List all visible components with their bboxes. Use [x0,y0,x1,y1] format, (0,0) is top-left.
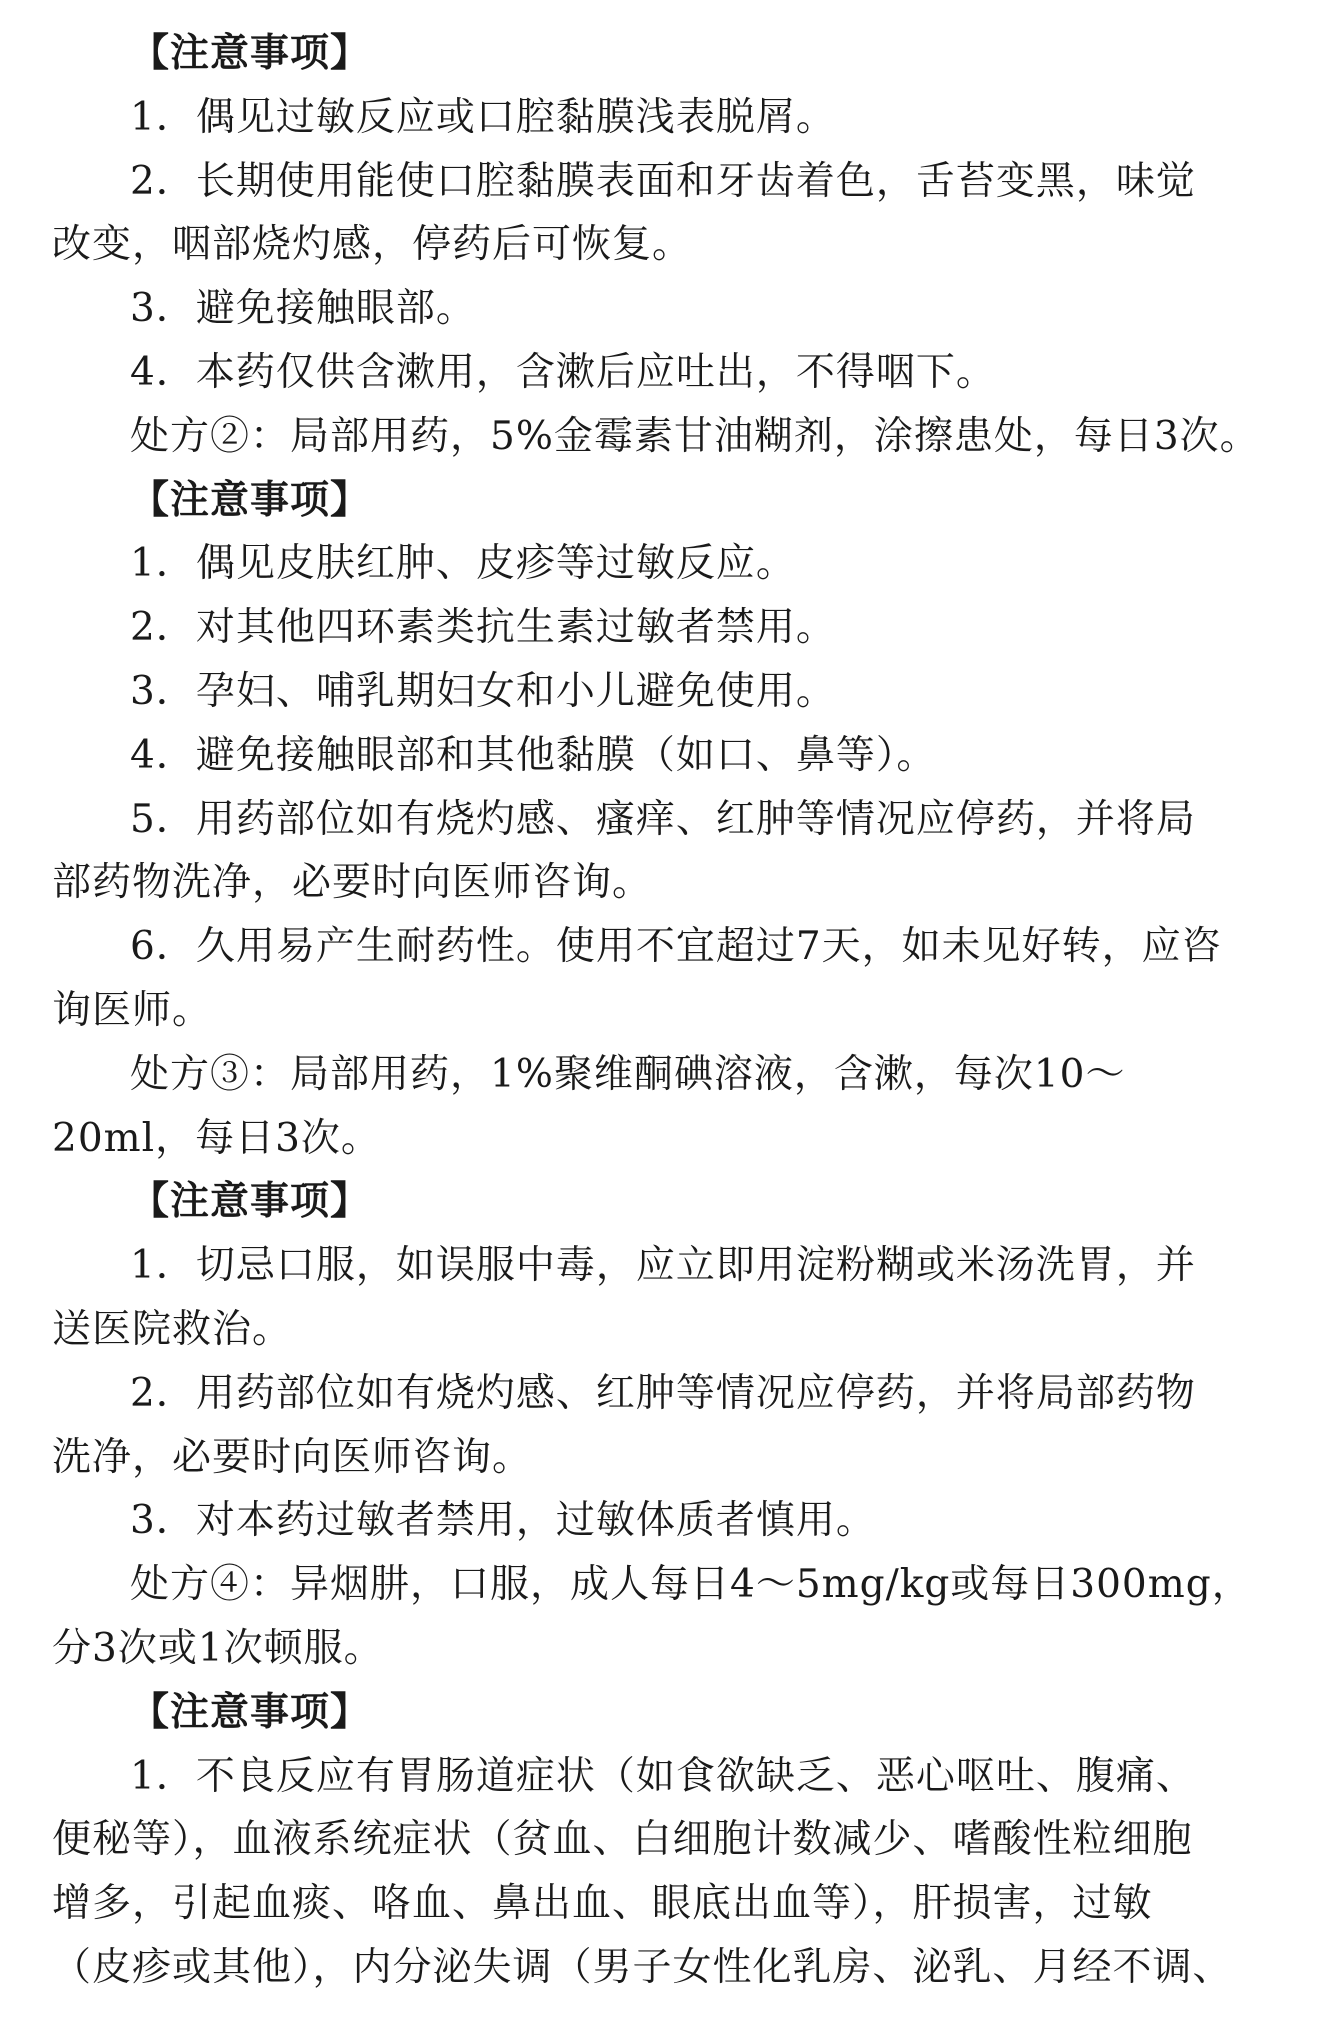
section-heading: 【注意事项】 [130,31,371,76]
prescription-line: 处方②：局部用药，5%金霉素甘油糊剂，涂擦患处，每日3次。 [130,413,1260,459]
paragraph-line: 洗净，必要时向医师咨询。 [52,1434,533,1480]
paragraph-line: 便秘等），血液系统症状（贫血、白细胞计数减少、嗜酸性粒细胞 [52,1817,1193,1863]
paragraph-line: 3．避免接触眼部。 [130,286,476,332]
paragraph-line: 20ml，每日3次。 [52,1115,381,1161]
paragraph-line: 询医师。 [52,987,213,1033]
section-heading: 【注意事项】 [130,1689,371,1735]
paragraph-line: 1．偶见过敏反应或口腔黏膜浅表脱屑。 [130,94,836,140]
paragraph-line: 3．对本药过敏者禁用，过敏体质者慎用。 [130,1498,876,1544]
paragraph-line: （皮疹或其他），内分泌失调（男子女性化乳房、泌乳、月经不调、 [52,1944,1233,1990]
paragraph-line: 5．用药部位如有烧灼感、瘙痒、红肿等情况应停药，并将局 [130,796,1196,842]
prescription-line: 处方③：局部用药，1%聚维酮碘溶液，含漱，每次10～ [130,1051,1126,1097]
document-page [52,22,1260,2000]
paragraph-line: 1．偶见皮肤红肿、皮疹等过敏反应。 [130,541,796,587]
paragraph-line: 2．对其他四环素类抗生素过敏者禁用。 [130,605,836,651]
paragraph-line: 增多，引起血痰、咯血、鼻出血、眼底出血等），肝损害，过敏 [52,1881,1153,1927]
paragraph-line: 送医院救治。 [52,1306,293,1352]
paragraph-line: 3．孕妇、哺乳期妇女和小儿避免使用。 [130,668,836,714]
paragraph-line: 2．长期使用能使口腔黏膜表面和牙齿着色，舌苔变黑，味觉 [130,158,1196,204]
paragraph-line: 改变，咽部烧灼感，停药后可恢复。 [52,222,693,268]
prescription-line: 处方④：异烟肼，口服，成人每日4～5mg/kg或每日300mg， [130,1562,1252,1608]
paragraph-line: 4．避免接触眼部和其他黏膜（如口、鼻等）。 [130,732,937,778]
section-heading: 【注意事项】 [130,1179,371,1225]
paragraph-line: 2．用药部位如有烧灼感、红肿等情况应停药，并将局部药物 [130,1370,1196,1416]
paragraph-line: 1．不良反应有胃肠道症状（如食欲缺乏、恶心呕吐、腹痛、 [130,1753,1196,1799]
section-heading: 【注意事项】 [130,477,371,523]
paragraph-line: 1．切忌口服，如误服中毒，应立即用淀粉糊或米汤洗胃，并 [130,1243,1196,1289]
paragraph-line: 分3次或1次顿服。 [52,1625,384,1671]
paragraph-line: 部药物洗净，必要时向医师咨询。 [52,860,653,906]
paragraph-line: 6．久用易产生耐药性。使用不宜超过7天，如未见好转，应咨 [130,924,1222,970]
paragraph-line: 4．本药仅供含漱用，含漱后应吐出，不得咽下。 [130,349,996,395]
